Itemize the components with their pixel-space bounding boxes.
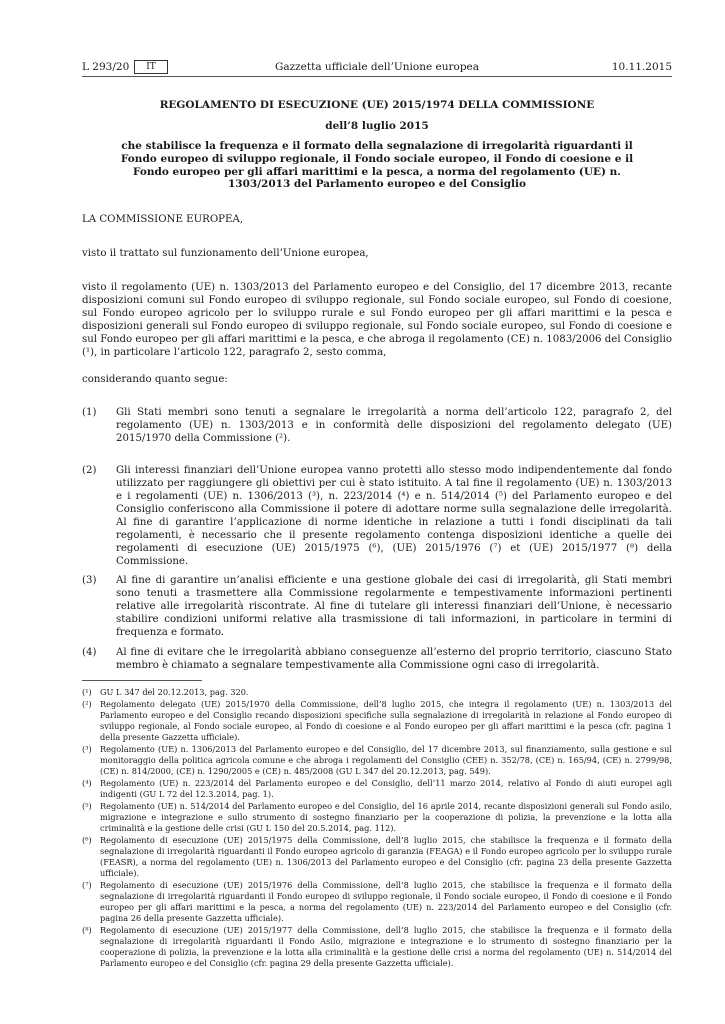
- whereas-intro: considerando quanto segue:: [82, 374, 228, 385]
- footnote-separator: [82, 680, 202, 681]
- footnote-text: Regolamento (UE) n. 223/2014 del Parlamento europeo e del Consiglio, dell’11 marzo 2014, relativo al Fondo di aiuti europei agli indigenti (GU L 72 del 12.3.2014, pag. 1).: [100, 778, 672, 799]
- recital-text: Al fine di garantire un’analisi efficiente e una gestione globale dei casi di irregolarità, gli Stati membri sono tenuti a trasmettere alla Commissione regolarmente e tempestivamente informazioni pertinenti relative alle irregolarità riscontrate. Al fine di tutelare gli interessi finanziari dell’Unione, è necessario stabilire condizioni uniformi relative alla trasmissione di tali informazioni, in particolare in termini di frequenza e formato.: [116, 575, 672, 638]
- header-rule: [82, 76, 672, 77]
- recital-number: (2): [82, 465, 97, 476]
- publication-date: 10.11.2015: [611, 61, 672, 73]
- footnote-text: Regolamento (UE) n. 1306/2013 del Parlamento europeo e del Consiglio, del 17 dicembre 2013, sul finanziamento, sulla gestione e sul monitoraggio della politica agricola comune e che abroga i regolamenti del Consiglio (CEE) n. 352/78, (CE) n. 165/94, (CE) n. 2799/98, (CE) n. 814/2000, (CE) n. 1290/2005 e (CE) n. 485/2008 (GU L 347 del 20.12.2013, pag. 549).: [100, 744, 672, 776]
- footnote-text: Regolamento di esecuzione (UE) 2015/1976 della Commissione, dell’8 luglio 2015, che stabilisce la frequenza e il formato della segnalazione di irregolarità riguardanti il Fondo europeo di sviluppo regionale, il Fondo sociale europeo, il Fondo di coesione e il Fondo europeo per gli affari marittimi e la pesca, a norma del regolamento (UE) n. 223/2014 del Parlamento europeo e del Consiglio (cfr. pagina 26 della presente Gazzetta ufficiale).: [100, 880, 672, 923]
- regulation-subject: che stabilisce la frequenza e il formato della segnalazione di irregolarità riguardanti il Fondo europeo di sviluppo regionale, il Fondo sociale europeo, il Fondo di coesione e il Fondo europeo per gli affari marittimi e la pesca, a norma del regolamento (UE) n. 1303/2013 del Parlamento europeo e del Consiglio: [120, 140, 634, 191]
- recital-number: (4): [82, 647, 97, 658]
- recital-number: (1): [82, 407, 97, 418]
- footnote: [82, 687, 672, 698]
- footnote-marker: (³): [82, 744, 92, 754]
- recital-text: Gli interessi finanziari dell’Unione europea vanno protetti allo stesso modo indipendentemente dal fondo utilizzato per raggiungere gli obiettivi per cui è stato istituito. A tal fine il regolamento (UE) n. 1303/2013 e i regolamenti (UE) n. 1306/2013 (³), n. 223/2014 (⁴) e n. 514/2014 (⁵) del Parlamento europeo e del Consiglio conferiscono alla Commissione il potere di adottare norme sulla segnalazione delle irregolarità. Al fine di garantire l’applicazione di norme identiche in relazione a tutti i fondi disciplinati da tali regolamenti, è necessario che il presente regolamento contenga disposizioni identiche a quelle dei regolamenti di esecuzione (UE) 2015/1975 (⁶), (UE) 2015/1976 (⁷) et (UE) 2015/1977 (⁸) della Commissione.: [116, 465, 672, 567]
- footnote-text: GU L 347 del 20.12.2013, pag. 320.: [100, 687, 249, 697]
- page-reference: L 293/20: [82, 61, 130, 73]
- footnote-text: Regolamento delegato (UE) 2015/1970 della Commissione, dell’8 luglio 2015, che integra il regolamento (UE) n. 1303/2013 del Parlamento europeo e del Consiglio recando disposizioni specifiche sulla segnalazione di irregolarità in relazione al Fondo europeo di sviluppo regionale, al Fondo sociale europeo, al Fondo di coesione e al Fondo europeo per gli affari marittimi e la pesca (cfr. pagina 1 della presente Gazzetta ufficiale).: [100, 699, 672, 742]
- regulation-title: REGOLAMENTO DI ESECUZIONE (UE) 2015/1974 DELLA COMMISSIONE: [159, 99, 595, 111]
- regulation-date: dell’8 luglio 2015: [325, 120, 429, 132]
- issuing-body: LA COMMISSIONE EUROPEA,: [82, 214, 244, 225]
- footnote-marker: (⁷): [82, 880, 92, 890]
- footnote-marker: (²): [82, 699, 92, 709]
- footnote: [82, 835, 672, 879]
- footnote-text: Regolamento di esecuzione (UE) 2015/1975 della Commissione, dell’8 luglio 2015, che stabilisce la frequenza e il formato della segnalazione di irregolarità riguardanti il Fondo europeo agricolo di garanzia (FEAGA) e il Fondo europeo agricolo per lo sviluppo rurale (FEASR), a norma del regolamento (UE) n. 1306/2013 del Parlamento europeo e del Consiglio (cfr. pagina 23 della presente Gazzetta ufficiale).: [100, 835, 672, 878]
- footnote-marker: (⁵): [82, 801, 92, 811]
- footnote-text: Regolamento di esecuzione (UE) 2015/1977 della Commissione, dell’8 luglio 2015, che stabilisce la frequenza e il formato della segnalazione di irregolarità riguardanti il Fondo Asilo, migrazione e integrazione e lo strumento di sostegno finanziario per la cooperazione di polizia, la prevenzione e la lotta alla criminalità e la gestione delle crisi a norma del regolamento (UE) n. 514/2014 del Parlamento europeo e del Consiglio (cfr. pagina 29 della presente Gazzetta ufficiale).: [100, 925, 672, 968]
- footnote: [82, 801, 672, 834]
- footnote-marker: (⁴): [82, 778, 92, 788]
- journal-header: [82, 60, 672, 76]
- footnote-marker: (¹): [82, 687, 92, 697]
- journal-title: Gazzetta ufficiale dell’Unione europea: [274, 61, 480, 73]
- footnote-marker: (⁸): [82, 925, 92, 935]
- footnote: [82, 880, 672, 924]
- footnote: [82, 778, 672, 800]
- citation-regulation: visto il regolamento (UE) n. 1303/2013 del Parlamento europeo e del Consiglio, del 17 dicembre 2013, recante disposizioni comuni sul Fondo europeo di sviluppo regionale, sul Fondo sociale europeo, sul Fondo di coesione, sul Fondo europeo agricolo per lo sviluppo rurale e sul Fondo europeo per gli affari marittimi e la pesca e disposizioni generali sul Fondo europeo di sviluppo regionale, sul Fondo sociale europeo, sul Fondo di coesione e sul Fondo europeo per gli affari marittimi e la pesca, e che abroga il regolamento (CE) n. 1083/2006 del Consiglio (¹), in particolare l’articolo 122, paragrafo 2, sesto comma,: [82, 282, 672, 358]
- recital-text: Al fine di evitare che le irregolarità abbiano conseguenze all’esterno del proprio territorio, ciascuno Stato membro è chiamato a segnalare tempestivamente alla Commissione ogni caso di irregolarità.: [116, 647, 672, 671]
- footnote-text: Regolamento (UE) n. 514/2014 del Parlamento europeo e del Consiglio, del 16 aprile 2014, recante disposizioni generali sul Fondo asilo, migrazione e integrazione e sullo strumento di sostegno finanziario per la cooperazione di polizia, la prevenzione e la lotta alla criminalità e la gestione delle crisi (GU L 150 del 20.5.2014, pag. 112).: [100, 801, 672, 833]
- footnote: [82, 925, 672, 969]
- recital-number: (3): [82, 575, 97, 586]
- footnote-marker: (⁶): [82, 835, 92, 845]
- footnote: [82, 744, 672, 777]
- recital-text: Gli Stati membri sono tenuti a segnalare le irregolarità a norma dell’articolo 122, paragrafo 2, del regolamento (UE) n. 1303/2013 e in conformità delle disposizioni del regolamento delegato (UE) 2015/1970 della Commissione (²).: [116, 407, 672, 444]
- footnote: [82, 699, 672, 743]
- footnotes: [82, 687, 672, 970]
- language-code-box: IT: [134, 60, 168, 74]
- citation-treaty: visto il trattato sul funzionamento dell’Unione europea,: [82, 248, 369, 259]
